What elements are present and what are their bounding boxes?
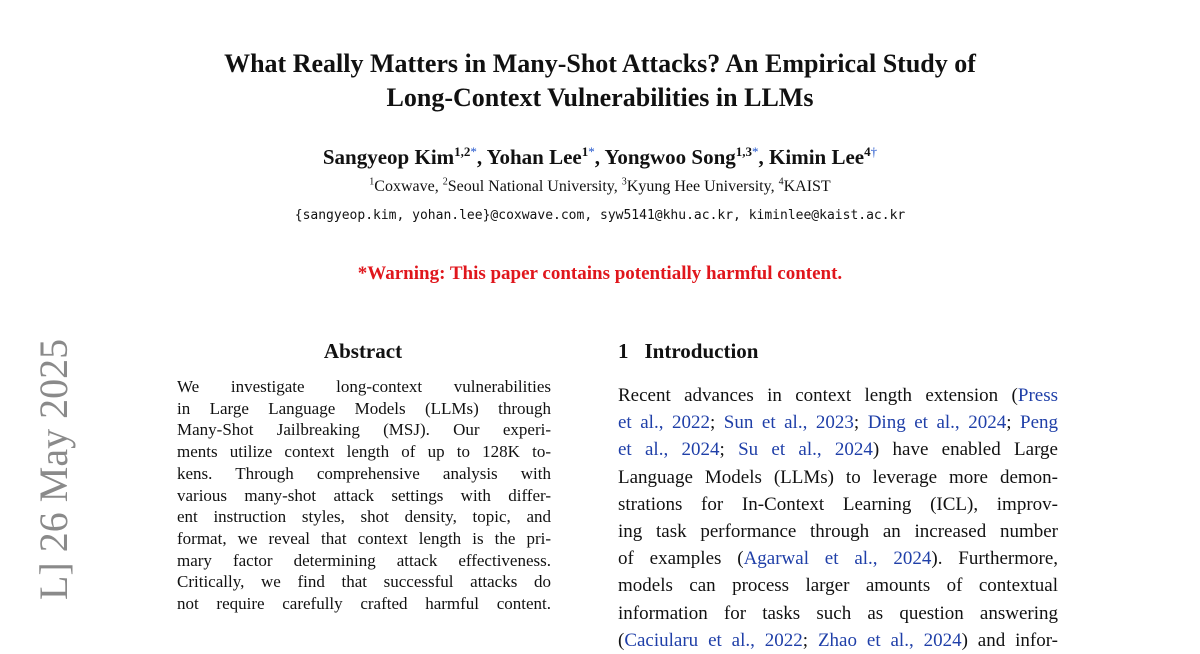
citation-link[interactable]: et al., 2024 xyxy=(618,439,720,461)
introduction-heading xyxy=(618,337,758,365)
introduction-line xyxy=(618,600,1058,627)
affiliation-separator: , xyxy=(434,178,443,195)
title-line: Long-Context Vulnerabilities in LLMs xyxy=(386,83,814,112)
introduction-text: Recent advances in context length extension ( xyxy=(618,385,1018,406)
equal-contribution-mark[interactable]: * xyxy=(588,144,595,159)
equal-contribution-mark[interactable]: * xyxy=(470,144,477,159)
abstract-line: Critically, we find that successful attacks do xyxy=(177,572,551,592)
introduction-line xyxy=(618,436,1058,463)
introduction-text: ; xyxy=(719,439,739,461)
abstract-line: ments utilize context length of up to 128K to- xyxy=(177,442,551,462)
author-separator: , xyxy=(476,145,487,169)
introduction-text: of examples ( xyxy=(618,548,744,570)
affiliation-separator: , xyxy=(770,178,779,195)
introduction-text: ; xyxy=(853,412,868,434)
abstract-body xyxy=(177,376,551,615)
introduction-text: ; xyxy=(1006,412,1021,434)
abstract-line: Many-Shot Jailbreaking (MSJ). Our experi- xyxy=(177,420,551,440)
introduction-body xyxy=(618,382,1058,654)
affiliation-index: 2 xyxy=(442,176,448,188)
citation-link[interactable]: Agarwal et al., 2024 xyxy=(743,548,932,570)
introduction-line xyxy=(618,409,1058,436)
author-affiliation-index: 1,2 xyxy=(454,144,471,159)
introduction-text: ) have enabled Large xyxy=(872,439,1058,461)
author-affiliation-index: 1,3 xyxy=(735,144,753,159)
affiliation-name: Kyung Hee University xyxy=(626,178,771,195)
section-title: Introduction xyxy=(644,339,759,363)
introduction-line xyxy=(618,572,1058,599)
citation-link[interactable]: Ding et al., 2024 xyxy=(867,412,1007,434)
abstract-line: in Large Language Models (LLMs) through xyxy=(177,398,551,418)
title-line: What Really Matters in Many-Shot Attacks? An Empirical Study of xyxy=(224,49,976,78)
introduction-text: ing task performance through an increased number xyxy=(618,521,1058,543)
citation-link[interactable]: Press xyxy=(1017,385,1058,406)
author-affiliation-index: 1 xyxy=(581,144,589,159)
author-name: Yongwoo Song xyxy=(604,145,736,169)
abstract-line: kens. Through comprehensive analysis with xyxy=(177,463,551,483)
citation-link[interactable]: Su et al., 2024 xyxy=(738,439,873,461)
author-emails[interactable]: {sangyeop.kim, yohan.lee}@coxwave.com, syw5141@khu.ac.kr, kiminlee@kaist.ac.kr xyxy=(294,208,906,223)
introduction-text: Language Models (LLMs) to leverage more demon- xyxy=(618,466,1058,488)
introduction-line xyxy=(618,518,1058,545)
affiliation-name: Coxwave xyxy=(374,178,435,195)
affiliation-separator: , xyxy=(613,178,622,195)
introduction-text: ( xyxy=(618,629,625,651)
affiliation-name: KAIST xyxy=(783,178,831,195)
section-number: 1 xyxy=(618,339,629,363)
author-name: Kimin Lee xyxy=(769,145,865,169)
affiliation-index: 3 xyxy=(621,176,627,188)
abstract-heading: Abstract xyxy=(323,339,403,363)
content-warning: *Warning: This paper contains potentially harmful content. xyxy=(357,263,843,284)
author-list xyxy=(120,143,1080,171)
author-affiliation-index: 4 xyxy=(864,144,871,159)
abstract-line: We investigate long-context vulnerabilities xyxy=(177,377,551,396)
paper-title xyxy=(120,47,1080,115)
affiliation-index: 4 xyxy=(778,176,784,188)
introduction-text: ; xyxy=(802,629,818,651)
citation-link[interactable]: Caciularu et al., 2022 xyxy=(624,629,803,651)
corresponding-author-mark[interactable]: † xyxy=(870,144,878,159)
introduction-line xyxy=(618,382,1058,409)
affiliation-index: 1 xyxy=(369,176,375,188)
abstract-line: not require carefully crafted harmful content. xyxy=(177,594,551,614)
introduction-text: ; xyxy=(709,412,724,434)
introduction-text: ). Furthermore, xyxy=(931,548,1058,570)
introduction-text: information for tasks such as question answering xyxy=(618,602,1058,624)
affiliation-name: Seoul National University xyxy=(447,178,614,195)
author-separator: , xyxy=(594,145,605,169)
introduction-line xyxy=(618,464,1058,491)
abstract-line: various many-shot attack settings with differ- xyxy=(177,485,551,505)
author-name: Yohan Lee xyxy=(486,145,582,169)
introduction-text: strations for In-Context Learning (ICL), improv- xyxy=(618,493,1058,515)
introduction-line xyxy=(618,627,1058,654)
abstract-line: format, we reveal that context length is the pri- xyxy=(177,528,551,548)
equal-contribution-mark[interactable]: * xyxy=(752,144,759,159)
introduction-text: models can process larger amounts of contextual xyxy=(618,575,1058,597)
introduction-text: ) and infor- xyxy=(961,629,1059,651)
author-separator: , xyxy=(758,145,770,169)
author-name: Sangyeop Kim xyxy=(322,145,455,169)
abstract-line: ent instruction styles, shot density, topic, and xyxy=(177,507,551,527)
introduction-line xyxy=(618,545,1058,572)
abstract-line: mary factor determining attack effectiveness. xyxy=(177,550,551,570)
arxiv-stamp: L] 26 May 2025 xyxy=(31,338,76,600)
citation-link[interactable]: et al., 2022 xyxy=(618,412,710,434)
citation-link[interactable]: Peng xyxy=(1020,412,1059,434)
citation-link[interactable]: Sun et al., 2023 xyxy=(723,412,854,434)
affiliations xyxy=(120,176,1080,198)
citation-link[interactable]: Zhao et al., 2024 xyxy=(817,629,962,651)
introduction-line xyxy=(618,491,1058,518)
